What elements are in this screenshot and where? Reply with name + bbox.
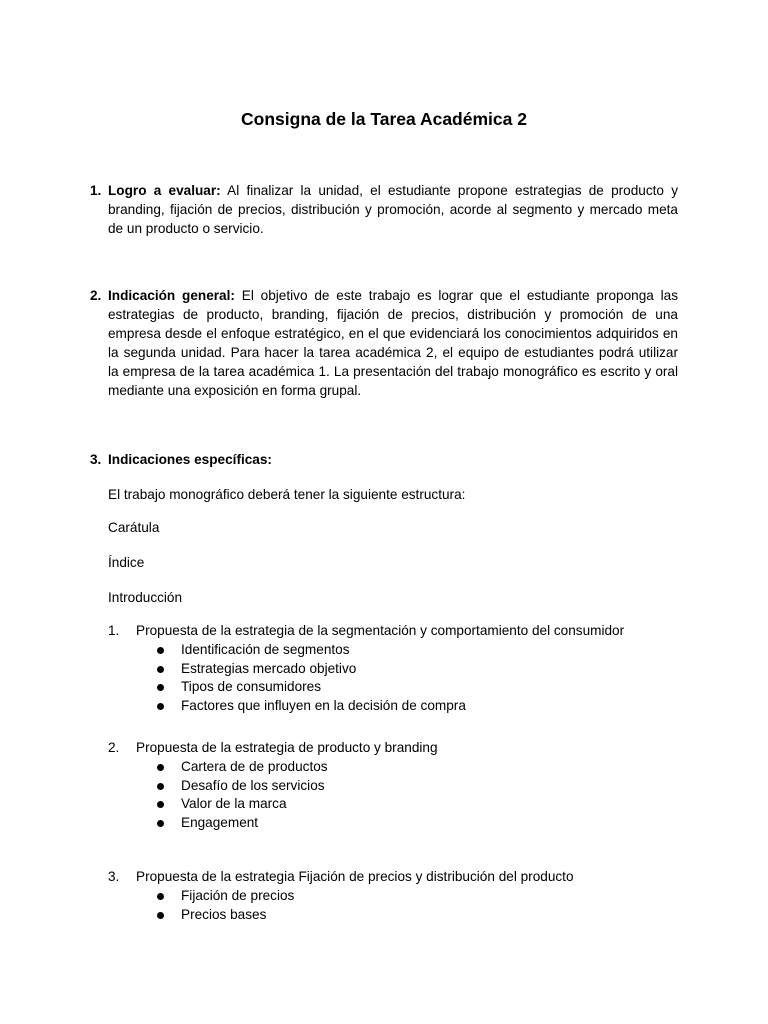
section-number: 1. — [90, 183, 102, 198]
section-paragraph — [108, 286, 678, 400]
bullet-text: Tipos de consumidores — [181, 679, 322, 695]
section-label: Indicación general: — [108, 288, 235, 303]
proposal-title: Propuesta de la estrategia de producto y branding — [136, 740, 438, 755]
bullet-icon — [157, 893, 164, 900]
document-title: Consigna de la Tarea Académica 2 — [241, 109, 527, 129]
bullet-item — [108, 814, 678, 833]
paragraph-line — [108, 450, 678, 469]
bullet-text: Valor de la marca — [181, 796, 287, 812]
section-label: Logro a evaluar: — [108, 183, 221, 198]
section-heading — [108, 450, 678, 469]
proposal-number: 3. — [108, 869, 120, 884]
bullet-item — [108, 795, 678, 814]
structure-item-caratula: Carátula — [108, 520, 160, 535]
bullet-icon — [157, 912, 164, 919]
bullet-text: Desafío de los servicios — [181, 777, 325, 793]
paragraph-line — [108, 286, 678, 305]
bullet-icon — [157, 647, 164, 654]
paragraph-line-text: Al finalizar la unidad, el estudiante propone estrategias de producto y — [227, 183, 679, 198]
bullet-icon — [157, 820, 164, 827]
structure-item-introduccion: Introducción — [108, 590, 183, 605]
section-paragraph — [108, 181, 678, 238]
section-indicacion-general — [90, 286, 678, 400]
proposal-number: 1. — [108, 623, 120, 638]
paragraph-line: empresa desde el enfoque estratégico, en el que evidenciará los conocimientos adquiridos en — [108, 326, 678, 341]
proposal-number: 2. — [108, 740, 120, 755]
paragraph-line: de un producto o servicio. — [108, 221, 264, 236]
paragraph-line-text: El objetivo de este trabajo es lograr que el estudiante proponga las — [241, 288, 679, 303]
section-number: 3. — [90, 452, 102, 467]
paragraph-line: la segunda unidad. Para hacer la tarea académica 2, el equipo de estudiantes podrá utilizar — [108, 345, 678, 360]
bullet-icon — [157, 801, 164, 808]
bullet-text: Cartera de de productos — [181, 758, 328, 774]
bullet-text: Fijación de precios — [181, 887, 295, 903]
section-label: Indicaciones específicas: — [108, 452, 272, 467]
bullet-item — [108, 678, 678, 697]
proposal-item — [108, 739, 678, 833]
section-number: 2. — [90, 288, 102, 303]
proposal-title: Propuesta de la estrategia Fijación de precios y distribución del producto — [136, 869, 574, 884]
bullet-icon — [157, 684, 164, 691]
proposal-item — [108, 868, 678, 924]
paragraph-line: la empresa de la tarea académica 1. La presentación del trabajo monográfico es escrito y oral — [108, 364, 678, 379]
bullet-item — [108, 641, 678, 660]
bullet-text: Factores que influyen en la decisión de compra — [181, 698, 466, 714]
bullet-item — [108, 887, 678, 906]
paragraph-line — [108, 181, 678, 200]
bullet-item — [108, 660, 678, 679]
section-logro-a-evaluar — [90, 181, 678, 238]
bullet-text: Identificación de segmentos — [181, 641, 350, 657]
bullet-text: Engagement — [181, 815, 259, 831]
structure-intro: El trabajo monográfico deberá tener la siguiente estructura: — [108, 487, 466, 502]
paragraph-line: branding, fijación de precios, distribución y promoción, acorde al segmento y mercado meta — [108, 202, 678, 217]
structure-item-indice: Índice — [108, 555, 145, 570]
bullet-icon — [157, 783, 164, 790]
bullet-item — [108, 697, 678, 716]
bullet-icon — [157, 666, 164, 673]
paragraph-line: estrategias de producto, branding, fijación de precios, distribución y promoción de una — [108, 307, 678, 322]
bullet-item — [108, 906, 678, 925]
bullet-item — [108, 777, 678, 796]
bullet-icon — [157, 764, 164, 771]
bullet-text: Estrategias mercado objetivo — [181, 660, 357, 676]
bullet-item — [108, 758, 678, 777]
paragraph-line: mediante una exposición en forma grupal. — [108, 383, 362, 398]
bullet-icon — [157, 703, 164, 710]
proposal-title: Propuesta de la estrategia de la segmentación y comportamiento del consumidor — [136, 623, 625, 638]
proposal-item — [108, 622, 678, 716]
bullet-text: Precios bases — [181, 906, 267, 922]
section-indicaciones-especificas — [90, 450, 678, 469]
